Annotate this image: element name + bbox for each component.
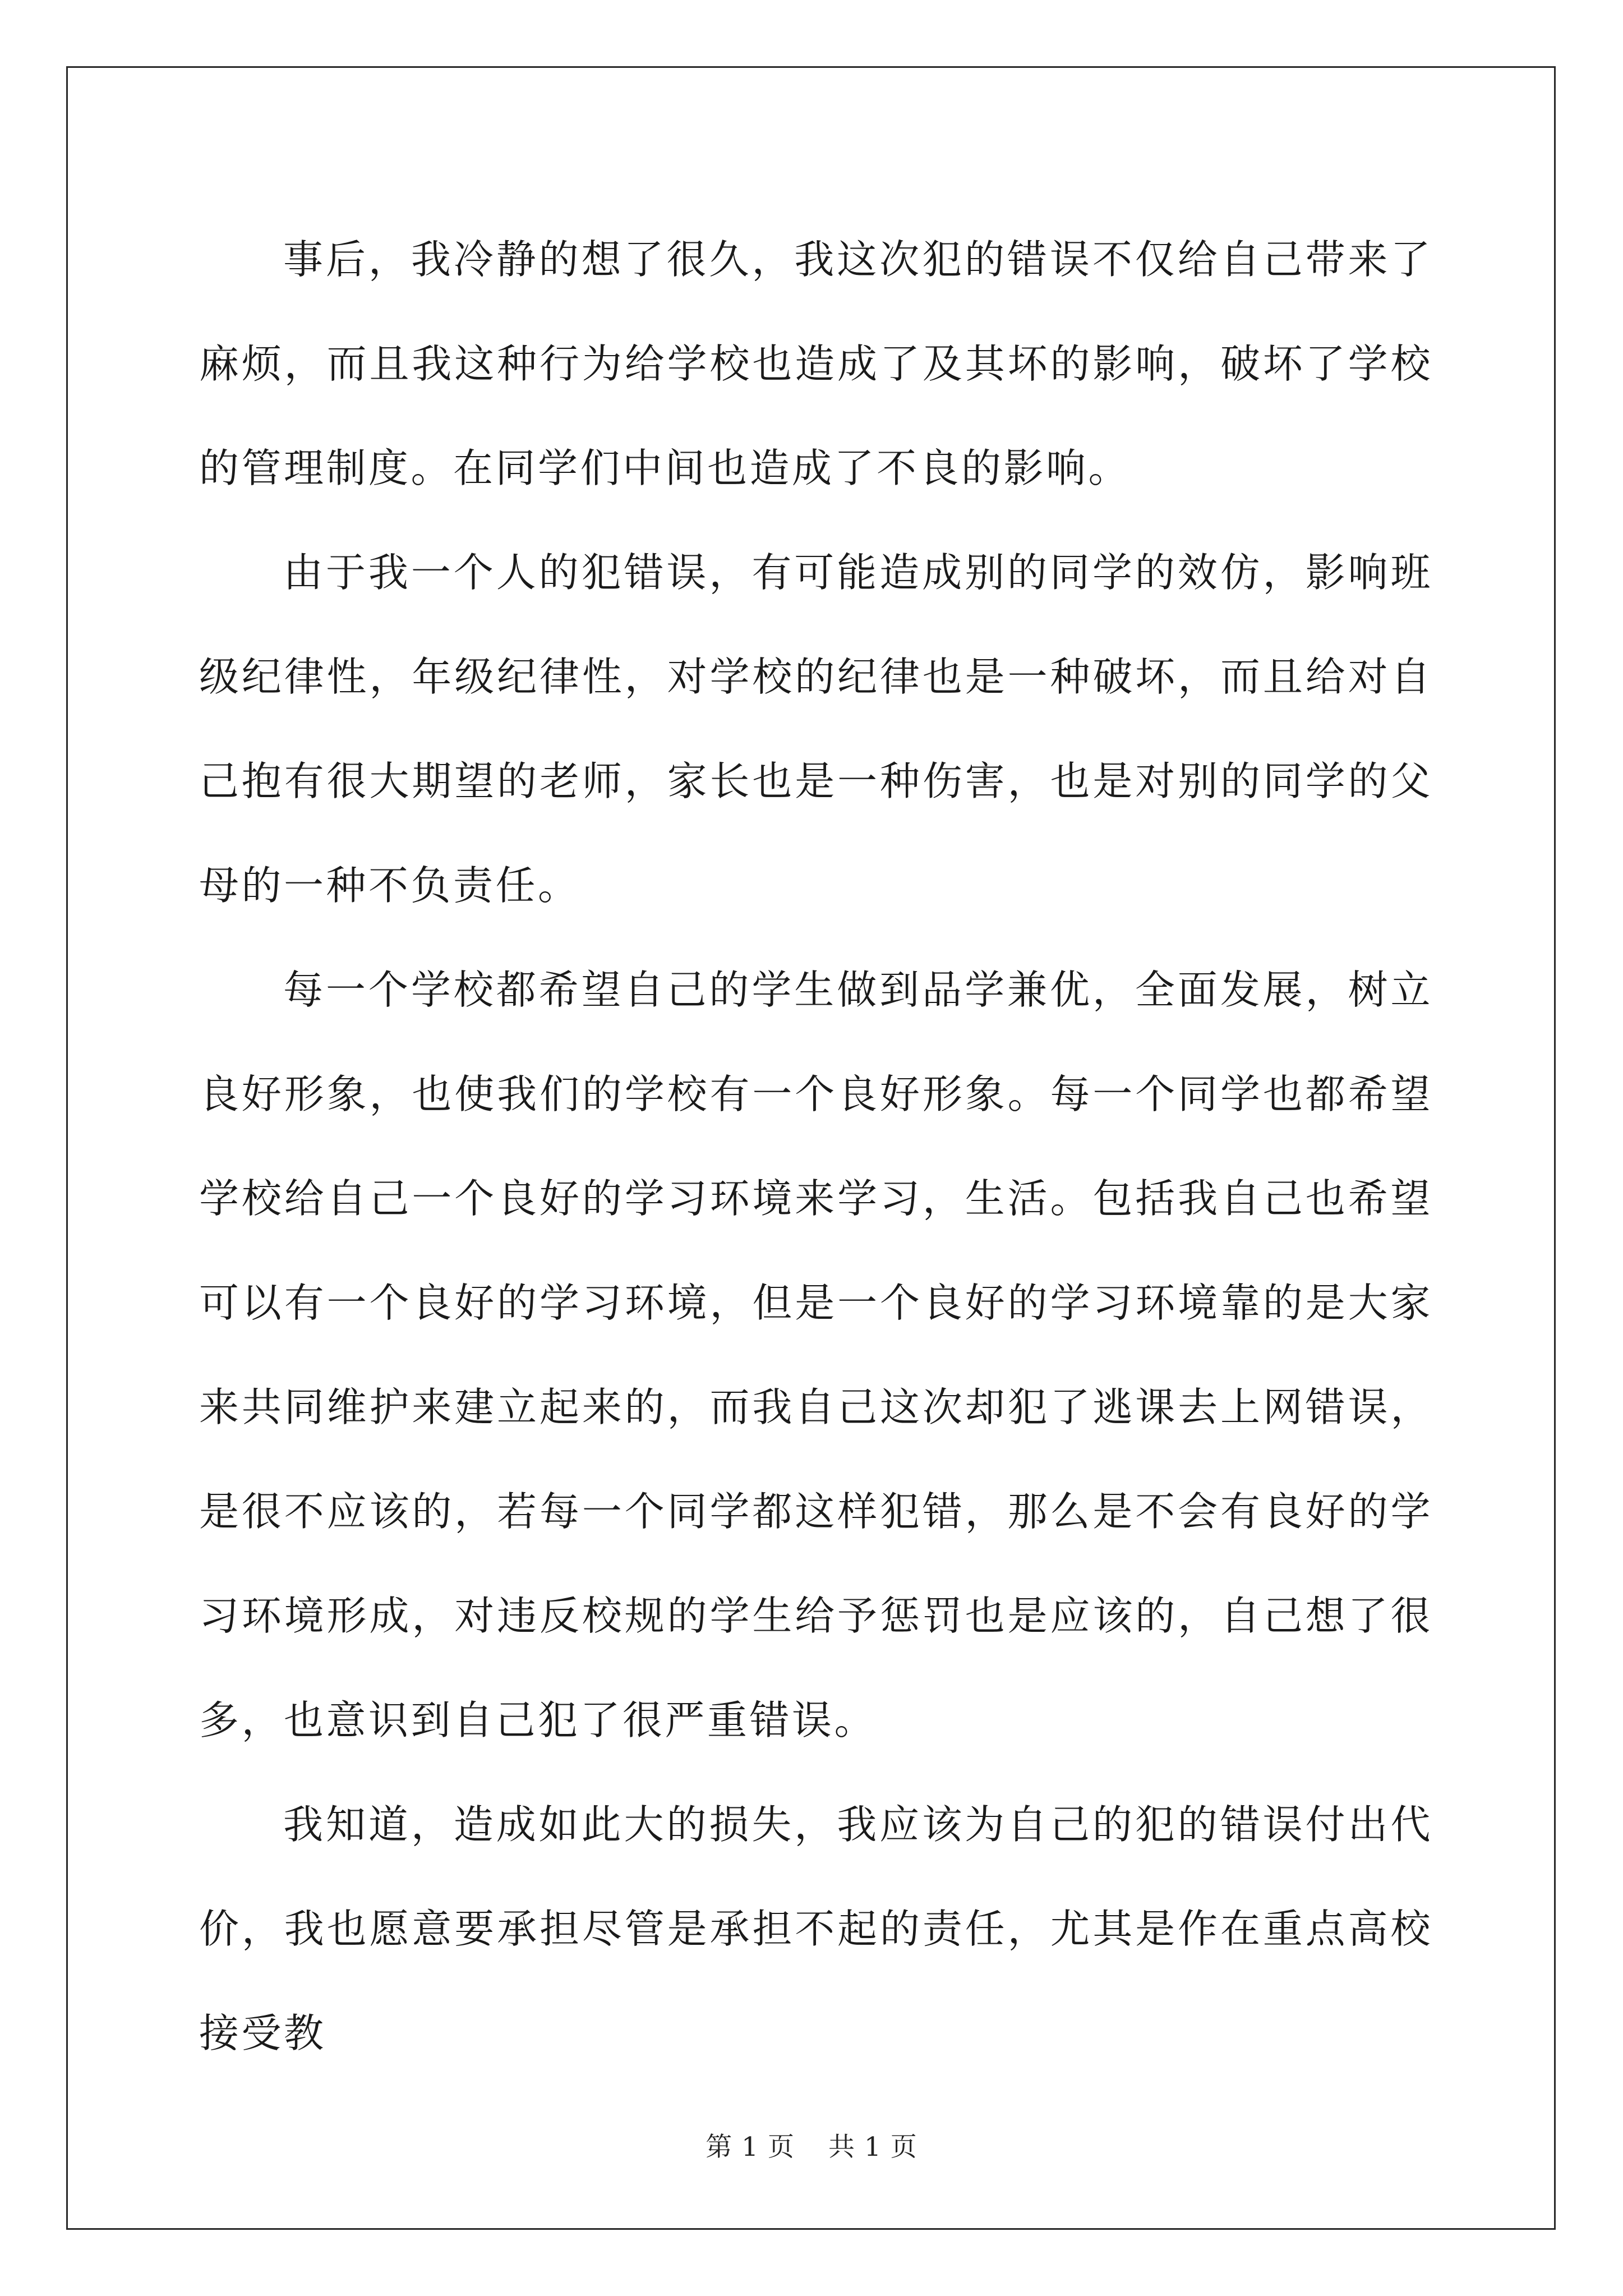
page-footer — [0, 2126, 1623, 2164]
document-body — [199, 208, 1433, 2086]
paragraph-2: 由于我一个人的犯错误，有可能造成别的同学的效仿，影响班级纪律性，年级纪律性，对学校的纪律也是一种破坏，而且给对自己抱有很大期望的老师，家长也是一种伤害，也是对别的同学的父母的一种不负责任。 — [199, 549, 1433, 909]
paragraph-3: 每一个学校都希望自己的学生做到品学兼优，全面发展，树立良好形象，也使我们的学校有一个良好形象。每一个同学也都希望学校给自己一个良好的学习环境来学习，生活。包括我自己也希望可以有一个良好的学习环境，但是一个良好的学习环境靠的是大家来共同维护来建立起来的，而我自己这次却犯了逃课去上网错误，是很不应该的，若每一个同学都这样犯错，那么是不会有良好的学习环境形成，对违反校规的学生给予惩罚也是应该的，自己想了很多，也意识到自己犯了很严重错误。 — [199, 967, 1433, 1743]
paragraph-4: 我知道，造成如此大的损失，我应该为自己的犯的错误付出代价，我也愿意要承担尽管是承担不起的责任，尤其是作在重点高校接受教 — [199, 1801, 1433, 2056]
paragraph-1: 事后，我冷静的想了很久，我这次犯的错误不仅给自己带来了麻烦，而且我这种行为给学校也造成了及其坏的影响，破坏了学校的管理制度。在同学们中间也造成了不良的影响。 — [199, 236, 1433, 491]
page-total: 共 1 页 — [828, 2132, 917, 2162]
page-number: 第 1 页 — [706, 2132, 795, 2162]
